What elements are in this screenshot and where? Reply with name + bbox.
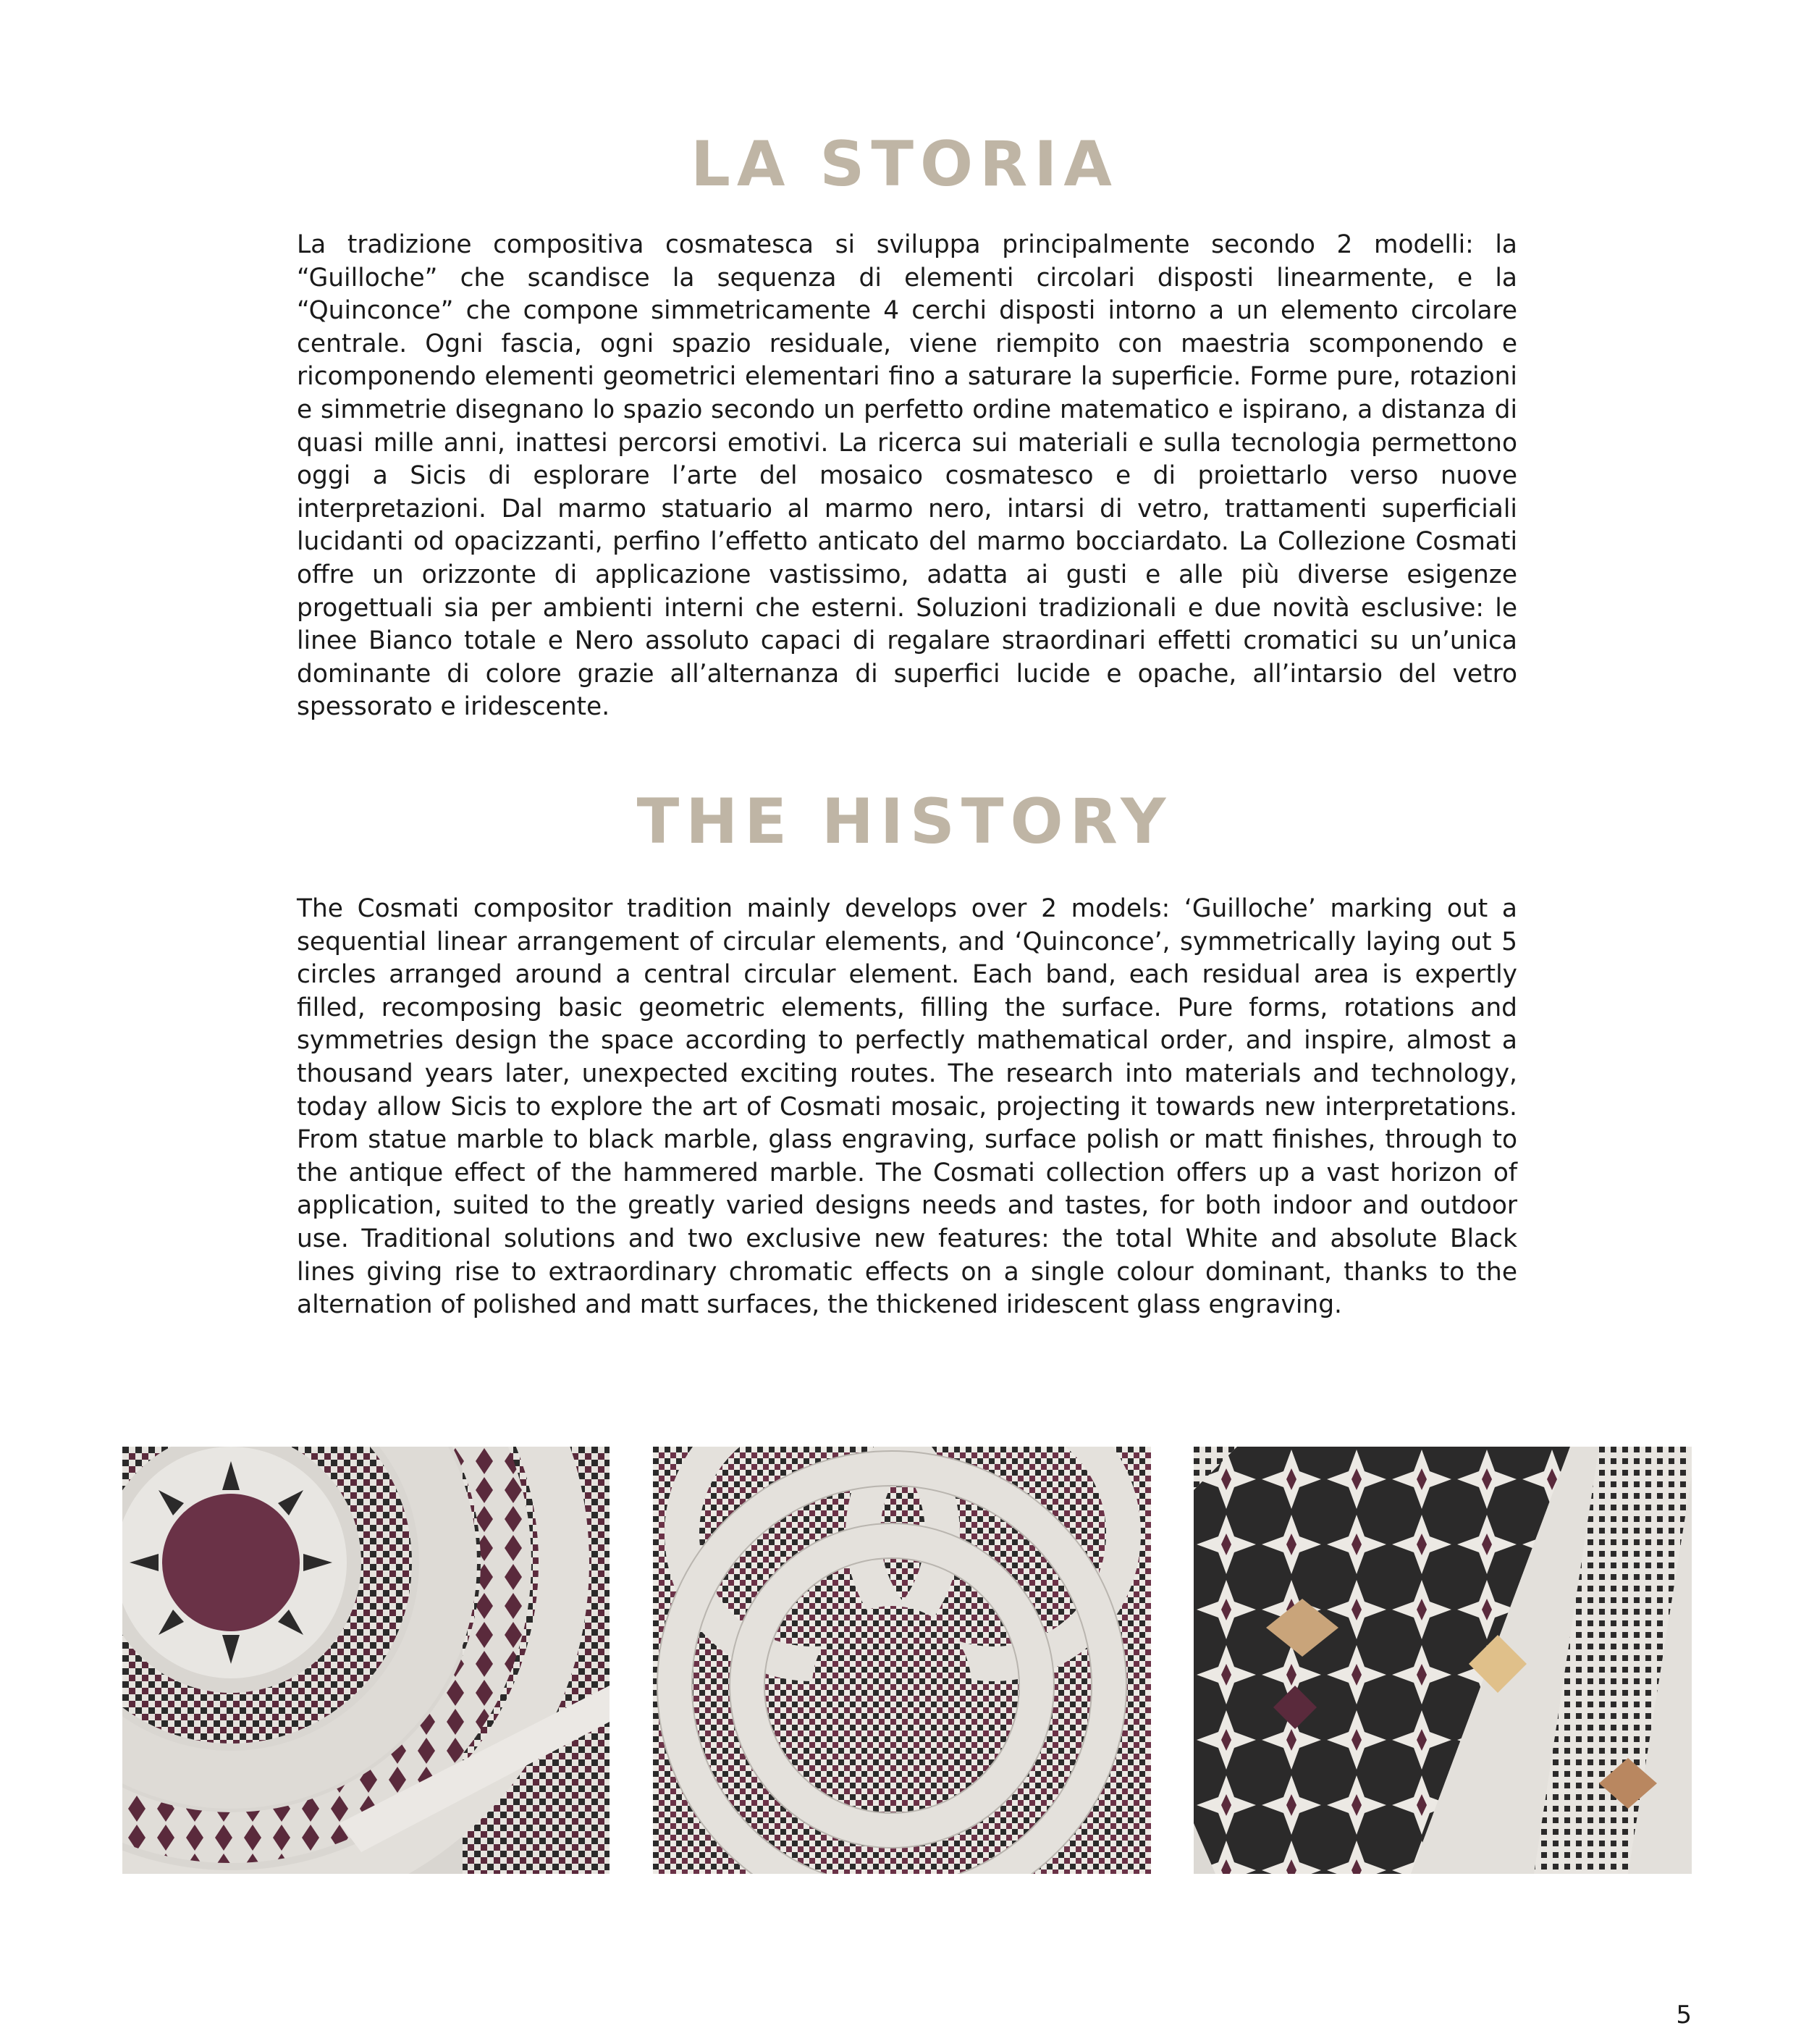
mosaic-photo-rosette — [122, 1447, 610, 1874]
italian-paragraph: La tradizione compositiva cosmatesca si sviluppa principalmente secondo 2 modelli: la “Guilloche” che scandisce la sequenza di elementi circolari disposti linearmente, e la “Quinconce” che compone simmetricamente 4 cerchi disposti intorno a un elemento circolare centrale. Ogni fascia, ogni spazio residuale, viene riempito con maestria scomponendo e ricomponendo elementi geometrici elementari fino a saturare la superficie. Forme pure, rotazioni e simmetrie disegnano lo spazio secondo un perfetto ordine matematico e ispirano, a distanza di quasi mille anni, inattesi percorsi emotivi. La ricerca sui materiali e sulla tecnologia permettono oggi a Sicis di esplorare l’arte del mosaico cosmatesco e di proiettarlo verso nuove interpretazioni. Dal marmo statuario al marmo nero, intarsi di vetro, trattamenti superficiali lucidanti od opacizzanti, perfino l’effetto anticato del marmo bocciardato. La Collezione Cosmati offre un orizzonte di applicazione vastissimo, adatta ai gusti e alle più diverse esigenze progettuali sia per ambienti interni che esterni. Soluzioni tradizionali e due novità esclusive: le linee Bianco totale e Nero assoluto capaci di regalare straordinari effetti cromatici su un’unica dominante di colore grazie all’alternanza di superfici lucide e opache, all’intarsio del vetro spessorato e iridescente. — [297, 230, 1517, 722]
english-paragraph: The Cosmati compositor tradition mainly develops over 2 models: ‘Guilloche’ marking out a sequential linear arrangement of circular elements, and ‘Quinconce’, symmetrically laying out 5 circles arranged around a central circular element. Each band, each residual area is expertly filled, recomposing basic geometric elements, filling the surface. Pure forms, rotations and symmetries design the space according to perfectly mathematical order, and inspire, almost a thousand years later, unexpected exciting routes. The research into materials and technology, today allow Sicis to explore the art of Cosmati mosaic, projecting it towards new interpretations. From statue marble to black marble, glass engraving, surface polish or matt finishes, through to the antique effect of the hammered marble. The Cosmati collection offers up a vast horizon of application, suited to the greatly varied designs needs and tastes, for both indoor and outdoor use. Traditional solutions and two exclusive new features: the total White and absolute Black lines giving rise to extraordinary chromatic effects on a single colour dominant, thanks to the alternation of polished and matt surfaces, the thickened iridescent glass engraving. — [297, 894, 1517, 1320]
mosaic-photo-guilloche — [653, 1447, 1151, 1874]
italian-title: LA STORIA — [691, 128, 1118, 201]
english-title: THE HISTORY — [636, 786, 1173, 858]
mosaic-photo-stars — [1194, 1447, 1692, 1874]
page-number: 5 — [1676, 2001, 1692, 2030]
